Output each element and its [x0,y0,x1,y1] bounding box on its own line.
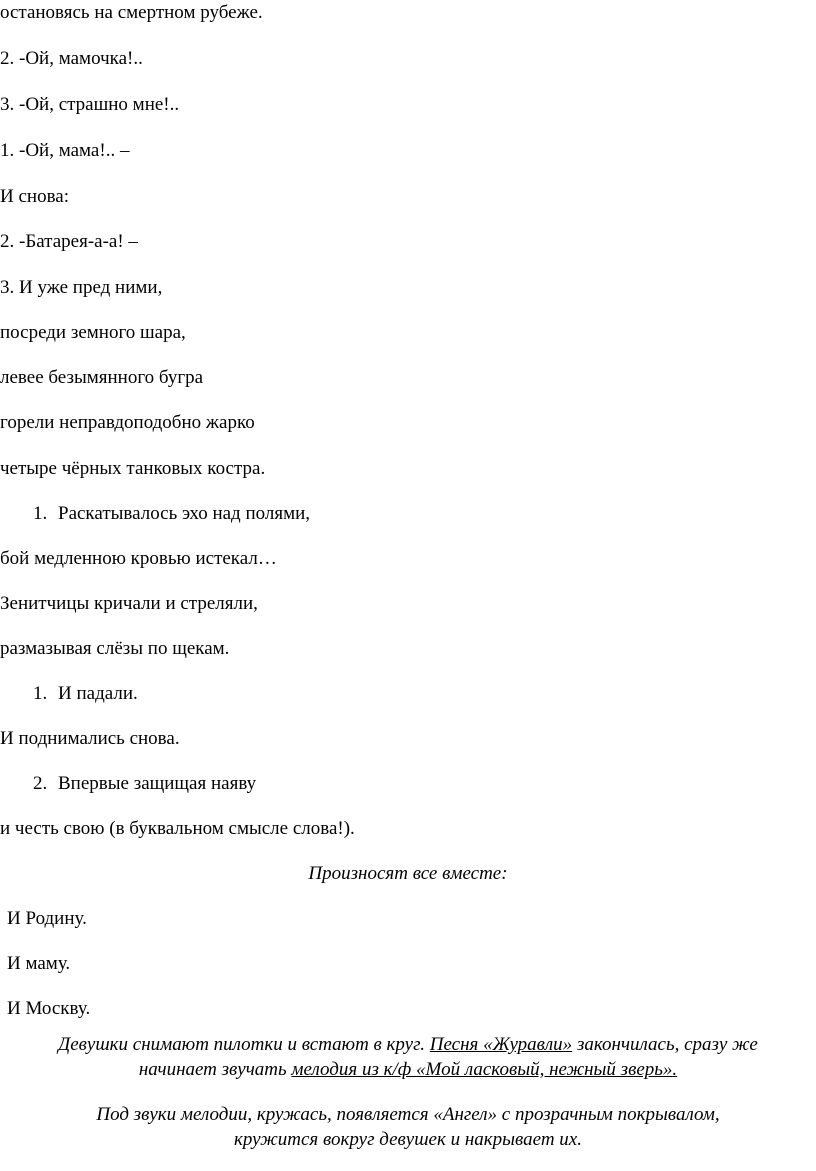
stage-direction [0,1058,816,1082]
chorus-heading: Произносят все вместе: [308,863,508,884]
list-text: Впервые защищая наяву [58,773,257,794]
numbered-line [33,503,310,525]
list-text: И падали. [58,683,138,704]
direction-text: начинает звучать [138,1059,292,1080]
text-line: И поднимались снова. [0,728,180,749]
chorus-line: И маму. [7,953,71,974]
list-number: 1. [33,503,48,524]
text-line: и честь свою (в буквальном смысле слова!). [0,818,355,839]
text-line: бой медленною кровью истекал… [0,548,277,569]
melody-title: мелодия из к/ф «Мой ласковый, нежный зверь» [291,1059,673,1080]
stage-direction [0,1033,816,1057]
text-line: 2. -Батарея-а-а! – [0,231,138,252]
text-line: 3. -Ой, страшно мне!.. [0,94,180,115]
text-line: остановясь на смертном рубеже. [0,2,263,23]
text-line: размазывая слёзы по щекам. [0,638,230,659]
text-line: 3. И уже пред ними, [0,277,163,298]
list-number: 1. [33,683,48,704]
direction-text: Девушки снимают пилотки и встают в круг. [58,1034,430,1055]
numbered-line [33,683,138,705]
list-text: Раскатывалось эхо над полями, [58,503,311,524]
text-line: четыре чёрных танковых костра. [0,458,266,479]
text-line: левее безымянного бугра [0,367,204,388]
text-line: 2. -Ой, мамочка!.. [0,48,143,69]
song-title: Песня «Журавли» [429,1034,573,1055]
chorus-line: И Родину. [7,908,87,929]
stage-direction: кружится вокруг девушек и накрывает их. [234,1129,582,1150]
direction-text: закончилась, сразу же [572,1034,758,1055]
text-line: посреди земного шара, [0,322,186,343]
chorus-line: И Москву. [7,998,91,1019]
numbered-line [33,773,256,795]
text-line: 1. -Ой, мама!.. – [0,140,130,161]
list-number: 2. [33,773,48,794]
text-line: горели неправдоподобно жарко [0,412,255,433]
text-line: Зенитчицы кричали и стреляли, [0,593,258,614]
text-line: И снова: [0,186,70,207]
direction-text: . [672,1059,678,1080]
stage-direction: Под звуки мелодии, кружась, появляется «Ангел» с прозрачным покрывалом, [96,1104,720,1125]
